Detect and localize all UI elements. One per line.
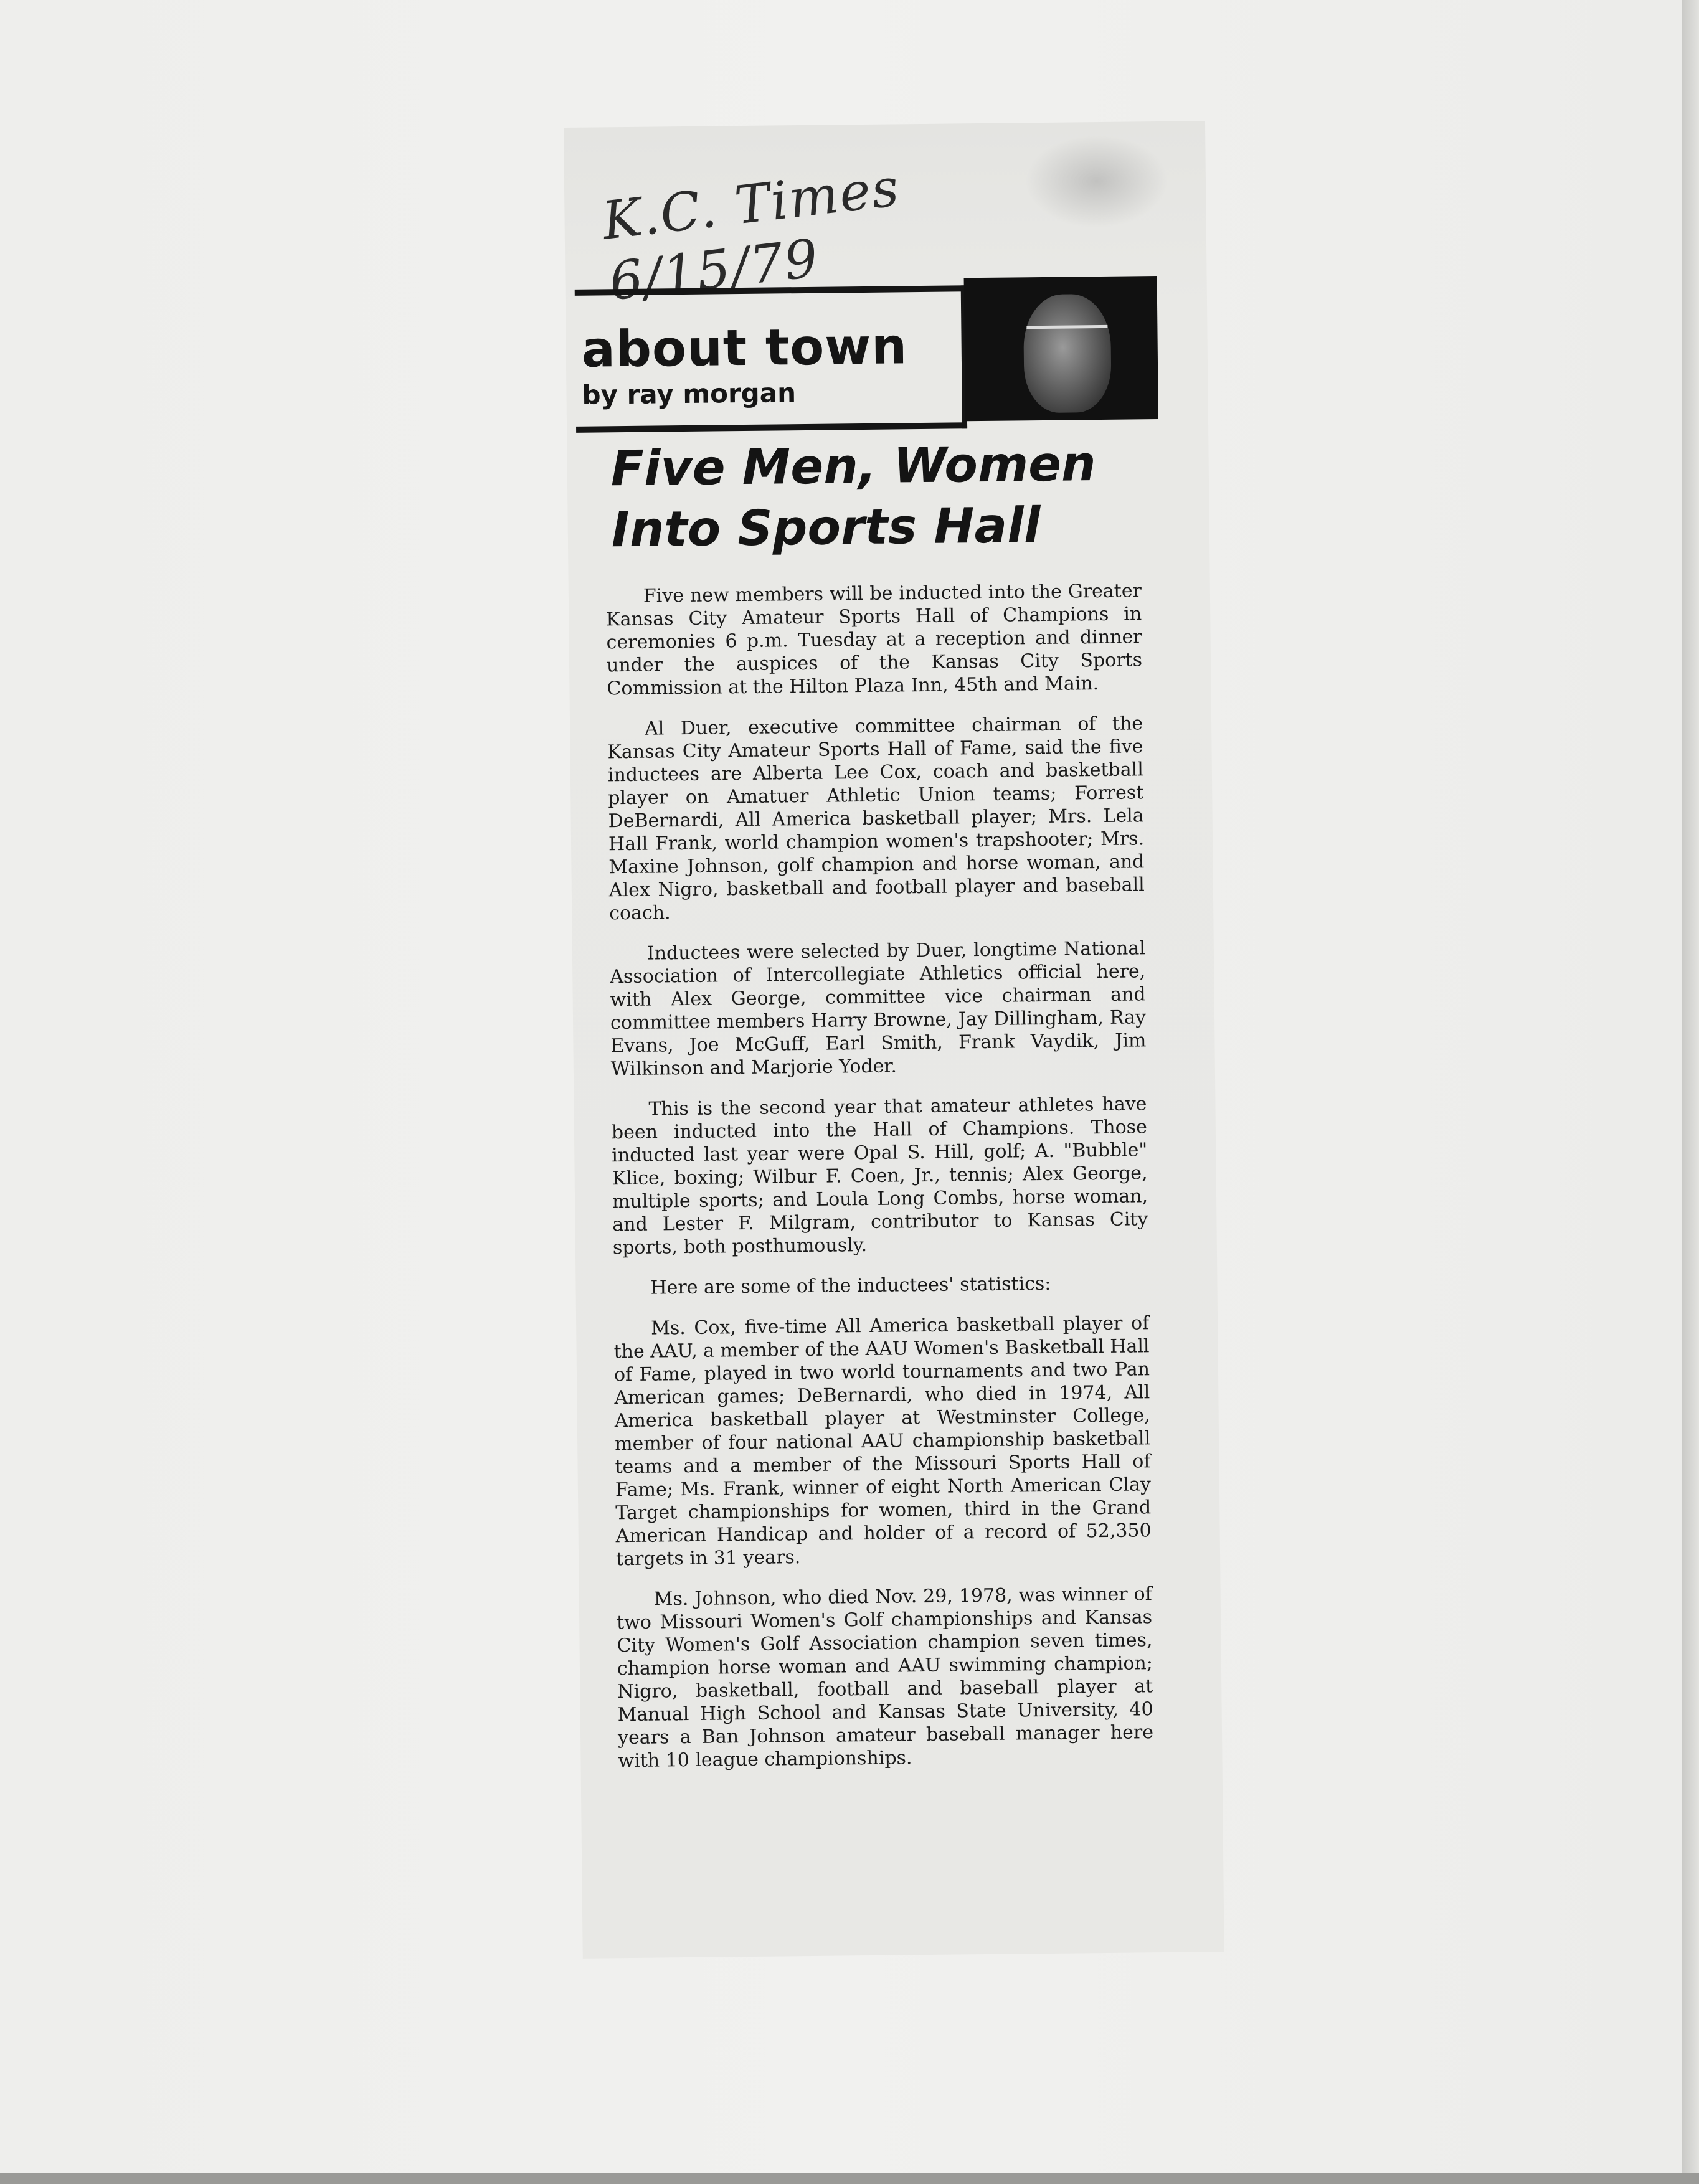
byline: by ray morgan xyxy=(582,377,797,410)
paragraph: Al Duer, executive committee chairman of the Kansas City Amateur Sports Hall of Fame, said the five inductees are Alberta Lee Cox, coach and basketball player on Amatuer Athletic Union teams; Forrest DeBernardi, All America basketball player; Mrs. Lela Hall Frank, world champion women's trapshooter; Mrs. Maxine Johnson, golf champion and horse woman, and Alex Nigro, basketball and football player and baseball coach. xyxy=(607,712,1145,925)
glasses-mark xyxy=(1026,325,1107,346)
paragraph: Here are some of the inductees' statistics: xyxy=(650,1272,1051,1299)
columnist-face xyxy=(1023,294,1112,413)
paragraph: Ms. Cox, five-time All America basketball player of the AAU, a member of the AAU Women's Basketball Hall of Fame, played in two world tournaments and two Pan American games; DeBernardi, who died in 1974, All America basketball player at Westminster College, member of four national AAU championship basketball teams and a member of the Missouri Sports Hall of Fame; Ms. Frank, winner of eight North American Clay Target championships for women, third in the Grand American Handicap and holder of a record of 52,350 targets in 31 years. xyxy=(613,1312,1152,1571)
article-body xyxy=(606,579,1154,1790)
column-masthead xyxy=(575,285,967,433)
page-bottom-edge xyxy=(0,2173,1699,2184)
handwritten-source-note: K.C. Times 6/15/79 xyxy=(599,156,903,313)
paragraph: Inductees were selected by Duer, longtime National Association of Intercollegiate Athletics official here, with Alex George, committee vice chairman and committee members Harry Browne, Jay Dillingham, Ray Evans, Joe McGuff, Earl Smith, Frank Vaydik, Jim Wilkinson and Marjorie Yoder. xyxy=(610,937,1147,1080)
paragraph: Ms. Johnson, who died Nov. 29, 1978, was winner of two Missouri Women's Golf championships and Kansas City Women's Golf Association champion seven times, champion horse woman and AAU swimming champion; Nigro, basketball, football and baseball player at Manual High School and Kansas State University, 40 years a Ban Johnson amateur baseball manager here with 10 league championships. xyxy=(616,1583,1154,1772)
columnist-photo xyxy=(964,276,1158,421)
newspaper-clipping xyxy=(564,121,1224,1959)
article-headline xyxy=(610,433,1172,560)
headline-line-2: Into Sports Hall xyxy=(611,498,1041,559)
headline-line-1: Five Men, Women xyxy=(610,436,1097,498)
paragraph: This is the second year that amateur athletes have been inducted into the Hall of Champions. Those inducted last year were Opal S. Hill, golf; A. "Bubble" Klice, boxing; Wilbur F. Coen, Jr., tennis; Alex George, multiple sports; and Loula Long Combs, horse woman, and Lester F. Milgram, contributor to Kansas City sports, both posthumously. xyxy=(611,1093,1148,1259)
paragraph: Five new members will be inducted into the Greater Kansas City Amateur Sports Hall of Champions in ceremonies 6 p.m. Tuesday at a reception and dinner under the auspices of the Kansas City Sports Commission at the Hilton Plaza Inn, 45th and Main. xyxy=(606,580,1143,700)
page-edge xyxy=(1682,0,1699,2184)
column-name: about town xyxy=(581,317,908,379)
